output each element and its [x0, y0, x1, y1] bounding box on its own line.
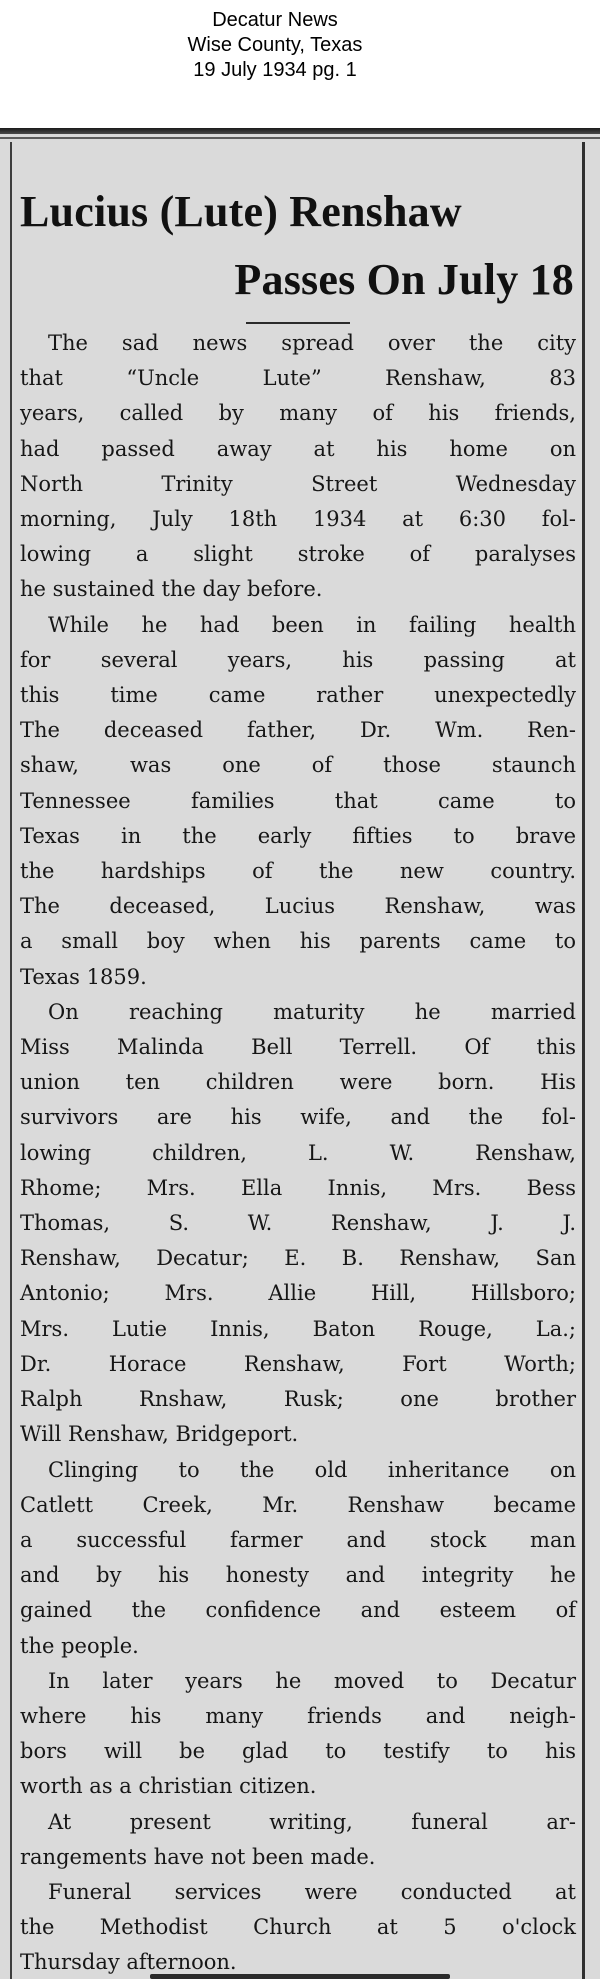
headline-line-2: Passes On July 18	[234, 255, 574, 304]
headline	[20, 178, 576, 314]
article-line: The sad news spread over the city	[48, 331, 576, 355]
clipping-top-rule-thin	[0, 137, 600, 139]
article-line: At present writing, funeral ar-	[48, 1809, 576, 1834]
article-column	[20, 178, 576, 1981]
headline-divider	[246, 322, 350, 324]
column-rule-left	[10, 142, 12, 1986]
article-line: years, called by many of his friends,	[20, 401, 576, 426]
caption-date-page: 19 July 1934 pg. 1	[193, 59, 357, 81]
article-paragraph	[20, 608, 576, 995]
article-line: a small boy when his parents came to	[20, 929, 576, 954]
article-line: survivors are his wife, and the fol-	[20, 1105, 576, 1130]
article-line: gained the confidence and esteem of	[20, 1598, 576, 1623]
caption-newspaper: Decatur News	[212, 9, 338, 31]
article-paragraph	[20, 1664, 576, 1805]
article-line: Miss Malinda Bell Terrell. Of this	[20, 1035, 576, 1060]
article-line: where his many friends and neigh-	[20, 1703, 576, 1728]
article-line: bors will be glad to testify to his	[20, 1739, 576, 1764]
article-line: worth as a christian citizen.	[20, 1774, 317, 1799]
article-line: On reaching maturity he married	[48, 999, 576, 1024]
article-paragraph	[20, 326, 576, 608]
clipping-torn-edge	[0, 1979, 600, 1986]
article-line: Catlett Creek, Mr. Renshaw became	[20, 1492, 576, 1517]
article-line: the Methodist Church at 5 o'clock	[20, 1915, 576, 1940]
article-paragraph	[20, 1875, 576, 1981]
article-line: Ralph Rnshaw, Rusk; one brother	[20, 1387, 576, 1412]
article-line: Thursday afternoon.	[20, 1950, 237, 1975]
article-line: Renshaw, Decatur; E. B. Renshaw, San	[20, 1246, 576, 1271]
article-line: Texas in the early fifties to brave	[20, 823, 576, 848]
article-body	[20, 326, 576, 1981]
article-line: that “Uncle Lute” Renshaw, 83	[20, 366, 576, 391]
article-line: Tennessee families that came to	[20, 788, 576, 813]
caption-location: Wise County, Texas	[187, 34, 363, 56]
article-line: he sustained the day before.	[20, 577, 323, 602]
article-line: lowing children, L. W. Renshaw,	[20, 1140, 576, 1165]
article-line: The deceased father, Dr. Wm. Ren-	[20, 718, 576, 743]
article-line: shaw, was one of those staunch	[20, 753, 576, 778]
article-line: for several years, his passing at	[20, 647, 576, 672]
source-caption	[0, 8, 550, 83]
article-line: While he had been in failing health	[48, 612, 576, 637]
article-line: and by his honesty and integrity he	[20, 1563, 576, 1588]
article-line: The deceased, Lucius Renshaw, was	[20, 894, 576, 919]
article-line: union ten children were born. His	[20, 1070, 576, 1095]
article-paragraph	[20, 1453, 576, 1664]
article-line: Mrs. Lutie Innis, Baton Rouge, La.;	[20, 1316, 576, 1341]
newspaper-clipping	[0, 128, 600, 1986]
article-line: Texas 1859.	[20, 964, 147, 989]
headline-line-1: Lucius (Lute) Renshaw	[20, 187, 462, 236]
article-line: Clinging to the old inheritance on	[48, 1457, 576, 1482]
article-line: morning, July 18th 1934 at 6:30 fol-	[20, 507, 576, 532]
article-paragraph	[20, 995, 576, 1453]
article-line: the people.	[20, 1633, 139, 1658]
article-line: rangements have not been made.	[20, 1844, 376, 1869]
column-rule-right	[582, 142, 585, 1986]
article-line: Antonio; Mrs. Allie Hill, Hillsboro;	[20, 1281, 576, 1306]
article-line: Will Renshaw, Bridgeport.	[20, 1422, 299, 1447]
article-line: a successful farmer and stock man	[20, 1527, 576, 1552]
article-line: lowing a slight stroke of paralyses	[20, 542, 576, 567]
article-line: Dr. Horace Renshaw, Fort Worth;	[20, 1351, 576, 1376]
article-line: Funeral services were conducted at	[48, 1879, 576, 1904]
article-line: Rhome; Mrs. Ella Innis, Mrs. Bess	[20, 1175, 576, 1200]
article-line: In later years he moved to Decatur	[48, 1668, 576, 1693]
article-paragraph	[20, 1805, 576, 1875]
article-line: this time came rather unexpectedly	[20, 683, 576, 708]
article-line: the hardships of the new country.	[20, 859, 576, 884]
article-line: had passed away at his home on	[20, 436, 576, 461]
clipping-top-rule	[0, 128, 600, 134]
article-line: Thomas, S. W. Renshaw, J. J.	[20, 1211, 576, 1236]
article-line: North Trinity Street Wednesday	[20, 471, 576, 496]
